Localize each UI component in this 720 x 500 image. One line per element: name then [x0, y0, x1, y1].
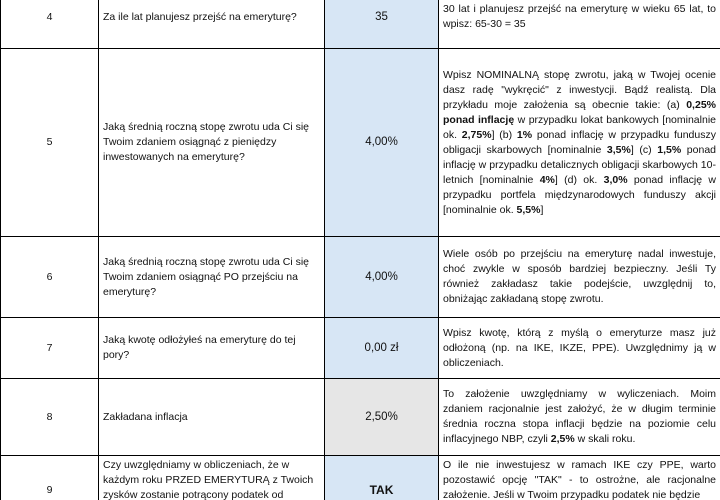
table-row-8: [1, 379, 720, 456]
desc-text: ] (c): [630, 143, 658, 156]
desc-text: ponad inflację w przypadku detalicznych obligacji skarbowych 10-letnich [nominalnie: [443, 143, 716, 186]
desc-text: 30 lat i planujesz przejść na emeryturę w wieku 65 lat, to wpisz: 65-30 = 35: [443, 3, 716, 30]
question-cell: Czy uwzględniamy w obliczeniach, że w każdym roku PRZED EMERYTURĄ z Twoich zysków zostanie potrącony podatek od: [99, 456, 325, 500]
row-number: 6: [1, 237, 99, 318]
row-number: 7: [1, 318, 99, 379]
desc-text: w przypadku lokat bankowych [nominalnie ok.: [443, 113, 716, 141]
desc-bold: 1,5%: [657, 143, 682, 156]
answer-input[interactable]: 0,00 zł: [325, 318, 439, 379]
question-cell: Jaką średnią roczną stopę zwrotu uda Ci się Twoim zdaniem osiągnąć PO przejściu na emeryturę?: [99, 237, 325, 318]
answer-select[interactable]: TAK: [325, 456, 439, 500]
question-cell: Zakładana inflacja: [99, 379, 325, 456]
desc-bold: 1%: [516, 128, 533, 141]
description-cell: Wiele osób po przejściu na emeryturę nadal inwestuje, choć zwykle w sposób bardziej bezpieczny. Jeśli Ty również zakładasz takie podejście, uwzględnij to, obniżając zakładaną stopę zwrotu.: [439, 237, 720, 318]
row-number: 8: [1, 379, 99, 456]
row-number: 5: [1, 49, 99, 237]
table-row-6: [1, 237, 720, 318]
desc-text: Wpisz NOMINALNĄ stopę zwrotu, jaką w Twojej ocenie dasz radę "wykręcić" z inwestycji. Bądź realistą. Dla przykładu moje założenia są obecnie takie: (a): [443, 68, 716, 111]
desc-text: ] (b): [491, 128, 517, 141]
desc-bold: 5,5%: [516, 203, 541, 216]
desc-bold: 3,0%: [603, 173, 628, 186]
description-cell: [439, 379, 720, 456]
row-number: 4: [1, 0, 99, 49]
desc-text: ]: [540, 203, 544, 216]
table-row-7: [1, 318, 720, 379]
desc-text: ponad inflację w przypadku portfela międzynarodowych funduszy akcji [nominalnie ok.: [443, 173, 716, 216]
row-number: 9: [1, 456, 99, 500]
desc-text: ] (d) ok.: [554, 173, 604, 186]
answer-input[interactable]: 35: [325, 0, 439, 49]
description-cell: [439, 49, 720, 237]
desc-bold: 3,5%: [606, 143, 631, 156]
desc-bold: 2,5%: [550, 433, 575, 445]
question-cell: Za ile lat planujesz przejść na emeryturę?: [99, 0, 325, 49]
description-cell: [439, 0, 720, 49]
answer-input[interactable]: 2,50%: [325, 379, 439, 456]
description-cell: O ile nie inwestujesz w ramach IKE czy PPE, warto pozostawić opcję "TAK" - to ostrożne, ale racjonalne założenie. Jeśli w Twoim przypadku podatek nie będzie: [439, 456, 720, 500]
desc-text: ponad inflację w przypadku funduszy obligacji skarbowych [nominalnie: [443, 128, 716, 156]
answer-input[interactable]: 4,00%: [325, 237, 439, 318]
question-cell: Jaką średnią roczną stopę zwrotu uda Ci się Twoim zdaniem osiągnąć z pieniędzy inwestowanych na emeryturę?: [99, 49, 325, 237]
desc-bold: 4%: [539, 173, 555, 186]
table-row-9: [1, 456, 720, 500]
desc-bold: 0,25% ponad inflację: [443, 98, 716, 126]
table-row-5: [1, 49, 720, 237]
question-cell: Jaką kwotę odłożyłeś na emeryturę do tej pory?: [99, 318, 325, 379]
desc-bold: 2,75%: [461, 128, 492, 141]
description-cell: Wpisz kwotę, którą z myślą o emeryturze masz już odłożoną (np. na IKE, IKZE, PPE). Uwzględnimy ją w obliczeniach.: [439, 318, 720, 379]
table-row-4: [1, 0, 720, 49]
answer-input[interactable]: 4,00%: [325, 49, 439, 237]
desc-text: To założenie uwzględniamy w wyliczeniach. Moim zdaniem racjonalnie jest założyć, że w długim terminie średnia roczna stopa inflacji będzie na poziomie celu inflacyjnego NBP, czyli: [443, 388, 716, 445]
desc-text: w skali roku.: [574, 433, 636, 445]
